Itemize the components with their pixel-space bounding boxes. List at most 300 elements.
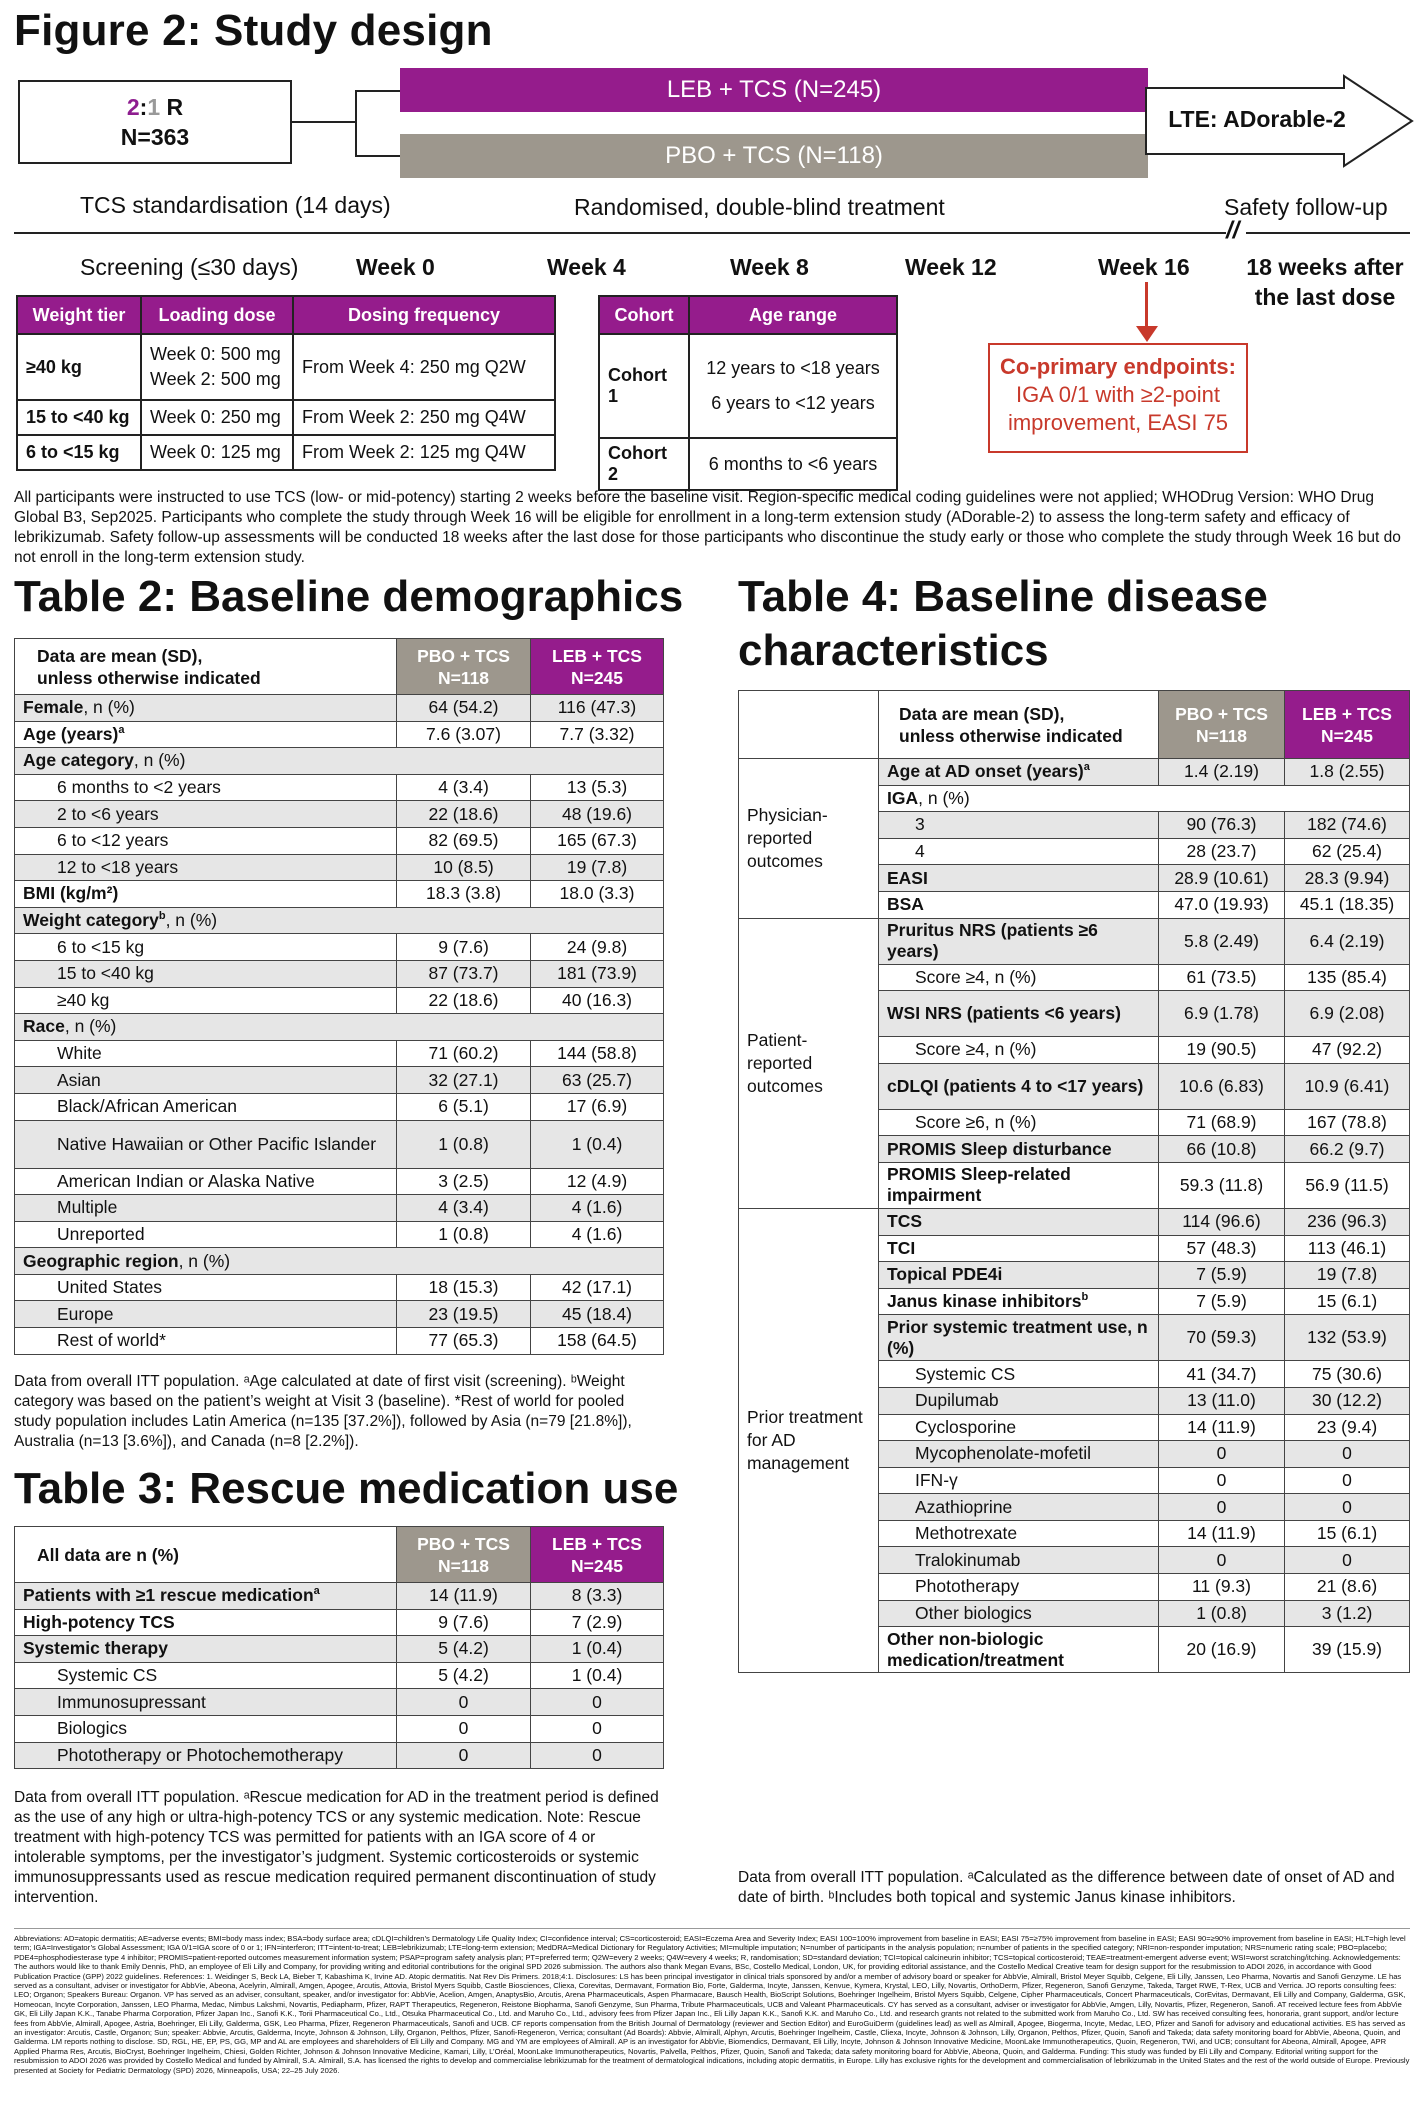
section-label: Physician-reported outcomes <box>739 759 879 919</box>
table-row <box>739 1208 1410 1235</box>
week-label: Week 4 <box>547 254 626 280</box>
coprimary-title: Co-primary endpoints: <box>1000 354 1236 379</box>
col-header: Cohort <box>599 296 689 334</box>
leb-value: 39 (15.9) <box>1285 1627 1410 1673</box>
leb-value: 0 <box>1285 1494 1410 1521</box>
row-label-text: 4 <box>915 841 925 862</box>
leb-value: 56.9 (11.5) <box>1285 1162 1410 1208</box>
row-label <box>879 1109 1159 1136</box>
pbo-value: 0 <box>397 1715 531 1742</box>
leb-value: 15 (6.1) <box>1285 1288 1410 1315</box>
dose-line: Week 2: 500 mg <box>150 369 281 389</box>
row-label <box>15 748 664 775</box>
table-row <box>15 1609 664 1636</box>
arm-leb-bar: LEB + TCS (N=245) <box>400 68 1148 112</box>
table3-note: Data from overall ITT population. ᵃRescue medication for AD in the treatment period is defined as the use of any high or ultra-high-potency TCS or any systemic medication. Note: Rescue treatment with high-potency TCS was permitted for patients with an IGA score of 4 or intolerable symptoms, per the investigator’s judgment. Systemic corticosteroids or systemic immunosuppressants used as rescue medication required permanent discontinuation of study intervention. <box>14 1789 659 1906</box>
connector-line <box>355 90 357 156</box>
leb-value: 1.8 (2.55) <box>1285 759 1410 786</box>
table-row <box>15 1715 664 1742</box>
row-label <box>879 1387 1159 1414</box>
leb-value: 45.1 (18.35) <box>1285 891 1410 918</box>
pbo-value: 10 (8.5) <box>397 854 531 881</box>
row-label-text: Unreported <box>57 1223 145 1244</box>
section-label: Prior treatment for AD management <box>739 1208 879 1672</box>
timeline-axis <box>1246 232 1410 234</box>
row-label-text: TCS <box>887 1211 922 1232</box>
row-label <box>15 934 397 961</box>
row-label-text: Pruritus NRS (patients ≥6 years) <box>887 920 1098 962</box>
row-label-text: Race <box>23 1016 65 1037</box>
row-label-text: TCI <box>887 1237 916 1258</box>
pbo-value: 18.3 (3.8) <box>397 881 531 908</box>
baseline-disease-table <box>738 690 1410 1673</box>
row-label-suffix: , n (%) <box>165 910 218 931</box>
row-label-suffix: , n (%) <box>64 1016 117 1037</box>
pbo-value: 47.0 (19.93) <box>1159 891 1285 918</box>
table-row <box>15 1120 664 1168</box>
leb-value: 132 (53.9) <box>1285 1315 1410 1361</box>
row-label-text: EASI <box>887 867 928 888</box>
row-label-text: Multiple <box>57 1197 118 1218</box>
figure-footnote: All participants were instructed to use TCS (low- or mid-potency) starting 2 weeks before the baseline visit. Region-specific medical coding guidelines were not applied; WHODrug Version: WHO Drug Global B3, Sep2025. Participants who complete the study through Week 16 will be eligible for enrollment in a long-term extension study (ADorable-2) to assess the long-term safety and efficacy of lebrikizumab. Safety follow-up assessments will be conducted 18 weeks after the last dose for those participants who discontinue the study early or those who complete the study through Week 16 but do not enroll in the long-term extension study. <box>14 489 1401 566</box>
row-label <box>15 1120 397 1168</box>
row-label <box>879 838 1159 865</box>
col-header: Dosing frequency <box>293 296 555 334</box>
pbo-value: 19 (90.5) <box>1159 1037 1285 1064</box>
row-label <box>879 759 1159 786</box>
leb-value: 42 (17.1) <box>531 1274 664 1301</box>
week-label: Week 16 <box>1098 254 1190 280</box>
leb-value: 17 (6.9) <box>531 1093 664 1120</box>
pbo-value: 57 (48.3) <box>1159 1235 1285 1262</box>
pbo-value: 1 (0.8) <box>1159 1600 1285 1627</box>
leb-value: 1 (0.4) <box>531 1662 664 1689</box>
pbo-value: 32 (27.1) <box>397 1067 531 1094</box>
row-label <box>15 1195 397 1222</box>
row-label-text: Female <box>23 697 84 718</box>
row-label <box>15 1274 397 1301</box>
randomisation-box <box>18 80 292 164</box>
table-row <box>15 1040 664 1067</box>
endpoint-arrow-icon <box>1136 326 1158 342</box>
table-row <box>15 1248 664 1275</box>
row-label-text: Systemic therapy <box>23 1638 168 1659</box>
row-label <box>879 991 1159 1037</box>
leb-value: 1 (0.4) <box>531 1636 664 1663</box>
leb-value: 6.9 (2.08) <box>1285 991 1410 1037</box>
row-label-text: Other non-biologic medication/treatment <box>887 1628 1064 1670</box>
table3-header-label: All data are n (%) <box>15 1527 397 1583</box>
row-label <box>879 1037 1159 1064</box>
row-label <box>879 1414 1159 1441</box>
leb-value: 40 (16.3) <box>531 987 664 1014</box>
pbo-value: 0 <box>1159 1547 1285 1574</box>
coprimary-endpoints-box <box>988 343 1248 453</box>
pbo-value: 41 (34.7) <box>1159 1361 1285 1388</box>
header-line: unless otherwise indicated <box>899 725 1123 746</box>
table-row <box>15 827 664 854</box>
row-label <box>15 1014 664 1041</box>
table2-note: Data from overall ITT population. ᵃAge calculated at date of first visit (screening). ᵇWeight category was based on the patient’s weight at Visit 3 (baseline). *Rest of world for pooled study population includes Latin America (n=135 [37.2%]), followed by Asia (n=79 [21.8%]), Australia (n=13 [3.6%]), and Canada (n=8 [2.2%]). <box>14 1373 632 1450</box>
row-label-text: Biologics <box>57 1718 128 1739</box>
row-label <box>879 1361 1159 1388</box>
leb-value: 0 <box>531 1742 664 1769</box>
timeline-axis <box>14 232 1226 234</box>
coprimary-line: improvement, EASI 75 <box>1007 410 1229 435</box>
table-row <box>15 774 664 801</box>
row-label-text: Janus kinase inhibitors <box>887 1291 1082 1312</box>
table-row <box>15 748 664 775</box>
pbo-value: 71 (60.2) <box>397 1040 531 1067</box>
dosing-table <box>16 295 556 471</box>
row-label <box>15 1609 397 1636</box>
row-label <box>15 1093 397 1120</box>
leb-value: 30 (12.2) <box>1285 1387 1410 1414</box>
pbo-value: 11 (9.3) <box>1159 1574 1285 1601</box>
table-row <box>15 1636 664 1663</box>
pbo-value: 7.6 (3.07) <box>397 721 531 748</box>
safety-followup-label: Safety follow-up <box>1224 194 1388 220</box>
header-line: N=245 <box>570 667 624 688</box>
leb-value: 7 (2.9) <box>531 1609 664 1636</box>
header-line: unless otherwise indicated <box>37 667 261 688</box>
header-line: PBO + TCS <box>417 1533 510 1554</box>
cohort-name: Cohort 2 <box>599 438 689 490</box>
pbo-value: 4 (3.4) <box>397 1195 531 1222</box>
leb-column-header <box>1285 691 1410 759</box>
row-label-text: 6 to <15 kg <box>57 936 145 957</box>
row-label <box>15 1328 397 1355</box>
leb-value: 1 (0.4) <box>531 1120 664 1168</box>
row-label-text: Immunosupressant <box>57 1691 206 1712</box>
pbo-column-header <box>397 1527 531 1583</box>
footnote-marker: a <box>1083 761 1090 774</box>
row-label-text: 6 to <12 years <box>57 830 169 851</box>
table3-title: Table 3: Rescue medication use <box>14 1464 679 1513</box>
leb-value: 21 (8.6) <box>1285 1574 1410 1601</box>
row-label <box>879 1467 1159 1494</box>
row-label-text: Cyclosporine <box>915 1416 1017 1437</box>
leb-value: 0 <box>531 1715 664 1742</box>
leb-value: 75 (30.6) <box>1285 1361 1410 1388</box>
leb-value: 0 <box>1285 1467 1410 1494</box>
weight-tier: 15 to <40 kg <box>17 400 141 435</box>
table-row <box>15 1195 664 1222</box>
pbo-value: 0 <box>1159 1441 1285 1468</box>
section-label: Patient-reported outcomes <box>739 918 879 1208</box>
col-header: Age range <box>689 296 897 334</box>
footnote-marker: a <box>118 724 125 737</box>
leb-value: 236 (96.3) <box>1285 1208 1410 1235</box>
table-row <box>15 1328 664 1355</box>
leb-value: 0 <box>1285 1547 1410 1574</box>
rescue-medication-table <box>14 1526 664 1769</box>
row-label-text: ≥40 kg <box>57 989 110 1010</box>
row-label-suffix: , n (%) <box>133 750 186 771</box>
leb-value: 66.2 (9.7) <box>1285 1136 1410 1163</box>
row-label-suffix: , n (%) <box>83 697 135 718</box>
row-label <box>879 891 1159 918</box>
row-label-text: Score ≥6, n (%) <box>915 1112 1037 1133</box>
leb-value: 19 (7.8) <box>531 854 664 881</box>
row-label <box>879 785 1410 812</box>
row-label <box>879 812 1159 839</box>
age-line: 6 years to <12 years <box>711 393 875 413</box>
row-label-text: Age (years) <box>23 723 119 744</box>
leb-value: 135 (85.4) <box>1285 964 1410 991</box>
row-label <box>15 1742 397 1769</box>
row-label <box>15 960 397 987</box>
table-row <box>15 881 664 908</box>
row-label <box>15 1040 397 1067</box>
followup-line2: the last dose <box>1254 284 1396 310</box>
row-label <box>15 854 397 881</box>
row-label-text: PROMIS Sleep disturbance <box>887 1138 1112 1159</box>
pbo-value: 7 (5.9) <box>1159 1288 1285 1315</box>
pbo-value: 7 (5.9) <box>1159 1262 1285 1289</box>
connector-line <box>355 155 401 157</box>
header-line: LEB + TCS <box>552 645 642 666</box>
pbo-value: 14 (11.9) <box>1159 1520 1285 1547</box>
col-header: Weight tier <box>17 296 141 334</box>
followup-duration-label <box>1232 254 1418 311</box>
table4-header-label <box>879 691 1159 759</box>
row-label <box>15 1301 397 1328</box>
week-label: Week 8 <box>730 254 809 280</box>
leb-value: 12 (4.9) <box>531 1168 664 1195</box>
row-label <box>15 987 397 1014</box>
leb-value: 0 <box>1285 1441 1410 1468</box>
row-label <box>15 827 397 854</box>
pbo-value: 3 (2.5) <box>397 1168 531 1195</box>
pbo-value: 5 (4.2) <box>397 1662 531 1689</box>
row-label-text: PROMIS Sleep-related impairment <box>887 1164 1071 1206</box>
pbo-value: 1 (0.8) <box>397 1120 531 1168</box>
row-label-text: Europe <box>57 1303 114 1324</box>
table2-title: Table 2: Baseline demographics <box>14 572 684 621</box>
table-row <box>15 1301 664 1328</box>
pbo-value: 0 <box>1159 1467 1285 1494</box>
leb-value: 0 <box>531 1689 664 1716</box>
age-range <box>689 334 897 438</box>
pbo-value: 5.8 (2.49) <box>1159 918 1285 964</box>
pbo-value: 77 (65.3) <box>397 1328 531 1355</box>
leb-value: 15 (6.1) <box>1285 1520 1410 1547</box>
row-label <box>15 695 397 722</box>
leb-column-header <box>531 639 664 695</box>
row-label <box>879 1136 1159 1163</box>
pbo-value: 66 (10.8) <box>1159 1136 1285 1163</box>
pbo-value: 18 (15.3) <box>397 1274 531 1301</box>
header-line: LEB + TCS <box>552 1533 642 1554</box>
title-line: Table 4: Baseline disease <box>738 572 1268 621</box>
leb-value: 45 (18.4) <box>531 1301 664 1328</box>
row-label <box>15 1583 397 1610</box>
row-label <box>879 1208 1159 1235</box>
leb-value: 182 (74.6) <box>1285 812 1410 839</box>
cohort-table <box>598 295 898 491</box>
arm-pbo-bar: PBO + TCS (N=118) <box>400 134 1148 178</box>
randomised-treatment-label: Randomised, double-blind treatment <box>574 194 945 220</box>
header-line: N=118 <box>437 667 490 688</box>
leb-value: 144 (58.8) <box>531 1040 664 1067</box>
pbo-value: 5 (4.2) <box>397 1636 531 1663</box>
row-label-text: Score ≥4, n (%) <box>915 1039 1037 1060</box>
dosing-frequency: From Week 2: 250 mg Q4W <box>293 400 555 435</box>
row-label-text: Black/African American <box>57 1096 237 1117</box>
leb-column-header <box>531 1527 664 1583</box>
loading-dose: Week 0: 125 mg <box>141 435 293 470</box>
pbo-value: 22 (18.6) <box>397 801 531 828</box>
row-label <box>879 964 1159 991</box>
loading-dose: Week 0: 250 mg <box>141 400 293 435</box>
row-label-text: Methotrexate <box>915 1523 1018 1544</box>
weight-tier: ≥40 kg <box>17 334 141 400</box>
table-row <box>15 695 664 722</box>
row-label-text: 6 months to <2 years <box>57 777 221 798</box>
pbo-value: 0 <box>1159 1494 1285 1521</box>
table-row <box>15 907 664 934</box>
header-line: N=118 <box>1195 725 1248 746</box>
leb-value: 8 (3.3) <box>531 1583 664 1610</box>
pbo-value: 1.4 (2.19) <box>1159 759 1285 786</box>
header-line: LEB + TCS <box>1302 703 1392 724</box>
title-line: characteristics <box>738 626 1049 675</box>
row-label-text: Native Hawaiian or Other Pacific Islander <box>57 1133 377 1154</box>
leb-value: 62 (25.4) <box>1285 838 1410 865</box>
table-row <box>15 934 664 961</box>
pbo-value: 87 (73.7) <box>397 960 531 987</box>
row-label-text: Tralokinumab <box>915 1549 1021 1570</box>
pbo-value: 13 (11.0) <box>1159 1387 1285 1414</box>
table2-header-label <box>15 639 397 695</box>
randomised-n: N=363 <box>120 124 190 150</box>
leb-value: 47 (92.2) <box>1285 1037 1410 1064</box>
row-label <box>879 1547 1159 1574</box>
header-line: Data are mean (SD), <box>37 645 203 666</box>
row-label-text: Systemic CS <box>57 1665 158 1686</box>
footnote-marker: a <box>313 1585 320 1598</box>
leb-value: 113 (46.1) <box>1285 1235 1410 1262</box>
table-row <box>15 721 664 748</box>
pbo-value: 14 (11.9) <box>1159 1414 1285 1441</box>
dosing-frequency: From Week 2: 125 mg Q4W <box>293 435 555 470</box>
row-label-text: Other biologics <box>915 1602 1032 1623</box>
row-label <box>15 1067 397 1094</box>
row-label-text: 15 to <40 kg <box>57 963 154 984</box>
divider <box>14 1928 1410 1929</box>
axis-break-icon: // <box>1226 217 1240 244</box>
row-label <box>15 907 664 934</box>
row-label-text: 2 to <6 years <box>57 803 159 824</box>
row-label <box>879 1288 1159 1315</box>
table-row <box>739 759 1410 786</box>
table-row <box>15 1742 664 1769</box>
table4-note: Data from overall ITT population. ᵃCalculated as the difference between date of onset of AD and date of birth. ᵇIncludes both topical and systemic Janus kinase inhibitors. <box>738 1869 1395 1906</box>
figure-title: Figure 2: Study design <box>14 6 493 55</box>
leb-value: 4 (1.6) <box>531 1221 664 1248</box>
week-label: Week 0 <box>356 254 435 280</box>
pbo-value: 28 (23.7) <box>1159 838 1285 865</box>
screening-label: Screening (≤30 days) <box>80 254 299 280</box>
row-label-text: Score ≥4, n (%) <box>915 966 1037 987</box>
age-line: 12 years to <18 years <box>706 358 880 378</box>
row-label-text: BMI (kg/m²) <box>23 883 119 904</box>
row-label <box>879 918 1159 964</box>
pbo-value: 6 (5.1) <box>397 1093 531 1120</box>
ratio-label: R <box>160 94 184 120</box>
leb-value: 116 (47.3) <box>531 695 664 722</box>
ratio-sep: : <box>139 94 148 120</box>
table-row <box>15 801 664 828</box>
row-label <box>15 1689 397 1716</box>
table-row <box>15 1583 664 1610</box>
pbo-value: 4 (3.4) <box>397 774 531 801</box>
row-label <box>879 1315 1159 1361</box>
followup-line1: 18 weeks after <box>1246 254 1404 280</box>
row-label-text: cDLQI (patients 4 to <17 years) <box>887 1075 1144 1096</box>
leb-value: 18.0 (3.3) <box>531 881 664 908</box>
week-label: Week 12 <box>905 254 997 280</box>
table-row <box>15 1093 664 1120</box>
row-label-text: Rest of world* <box>57 1330 166 1351</box>
fine-print: Abbreviations: AD=atopic dermatitis; AE=adverse events; BMI=body mass index; BSA=body surface area; cDLQI=children’s Dermatology Life Quality Index; CI=confidence interval; CS=corticosteroid; EASI=Eczema Area and Severity Index; EASI 100=100% improvement from baseline in EASI; EASI 75=≥75% improvement from baseline in EASI; EASI 90=≥90% improvement from baseline in EASI; HLT=high level term; IGA=Investigator’s Global Assessment; IGA 0/1=IGA score of 0 or 1; IFN=interferon; ITT=intent-to-treat; LEB=lebrikizumab; LTE=long-term extension; MedDRA=Medical Dictionary for Regulatory Activities; MI=multiple imputation; N=number of participants in the analysis population; n=number of patients in the specified category; NRI=non-responder imputation; NRS=numeric rating scale; PBO=placebo; PDE4=phosphodiesterase type 4 inhibitor; PROMIS=patient-reported outcomes measurement information system; PSAP=program safety analysis plan; PT=preferred term; Q2W=every 2 weeks; Q4W=every 4 weeks; R, randomisation; SD=standard deviation; TCI=topical calcineurin inhibitor; TCS=topical corticosteroid; TEAE=treatment-emergent adverse event; WSI=worst scratching/itching. Acknowledgements: The authors would like to thank Emily Dennis, PhD, an employee of Eli Lilly and Company, for providing writing and editorial contributions for the original SPD 2026 submission. The authors also thank Megan Evans, BSc, Costello Medical, London, UK, for providing editorial assistance, and the Costello Medical Creative team for design support for the resubmission to ADOI 2026, in accordance with Good Publication Practice (GPP) 2022 guidelines. References: 1. Weidinger S, Beck LA, Bieber T, Kabashima K, Irvine AD. Atopic dermatitis. Nat Rev Dis Primers. 2018;4:1. Disclosures: LS has been principal investigator in clinical trials sponsored by and/or a member of advisory board or speaker for AbbVie, Almirall, Bristol Meyer Squibb, Celgene, Eli Lilly, Janssen, Leo Pharma, Novartis and Sanofi Genzyme. LE has served as a consultant, adviser or investigator for AbbVie, Abeona, Acelyrin, Almirall, Amgen, Apogee, Arcutis, Attovia, Bristol Myers Squibb, Castle Biosciences, Cliexa, Corevitas, Dermavant, Formation Bio, Forte, Galderma, Incyte, Janssen, Kenvue, Kymera, Krystal, LEO, Lilly, Novartis, OrthoDerm, Pfizer, Regeneron, Sanofi Genzyme, Takeda, Target RWE, T-Rex, UCB and Verrica. JO reports consulting fees: LEO; Organon; Speakers Bureau: Organon. VP has served as an adviser, consultant, speaker, and/or investigator for: AbbVie, Acelion, Amgen, AnaptysBio, Arcutis, Arena Pharmaceuticals, Aspen Pharmacare, Bausch Health, BioScript Solutions, Boehringer Ingelheim, Bristol Myers Squibb, Celgene, Cipher Pharmaceuticals, Concert Pharmaceuticals, CorEvitas, Dermavant, Eli Lilly and Company, Galderma, GSK, Homeocan, Incyte Corporation, Janssen, LEO Pharma, Medac, Nimbus Lakshmi, Novartis, Pediapharm, Pfizer, RAPT Therapeutics, Regeneron, Reistone Biopharma, Sanofi Genzyme, Sun Pharma, Tribute Pharmaceuticals, UCB and Valeant Pharmaceuticals. CY has served as a consultant, adviser or investigator for AbbVie, Amgen, Lilly, Novartis, Pfizer, Regeneron, Sanofi. AT received lecture fees from AbbVie GK, Eli Lilly Japan K.K., Tanabe Pharma Corporation, Pfizer Japan Inc., Sanofi K.K., Torii Pharmaceutical Co., Ltd., Otsuka Pharmaceutical Co., Ltd. and Maruho Co., Ltd., advisory fees from Pfizer Japan Inc., Eli Lilly Japan K.K., Sanofi K.K. and Maruho Co., Ltd. and research grants not related to the submitted work from Maruho Co., Ltd. SW has received consulting fees, honoraria, grant support, and/or lecture fees from AbbVie, Almirall, Apogee, Astria, Boehringer, Eli Lilly, Galderma, GSK, Leo Pharma, Pfizer, Regeneron Pharmaceuticals, Sanofi and UCB. CF reports compensation from the British Journal of Dermatology (reviewer and Section Editor) and EuroGuiDerm (guidelines lead) as well as Almirall, Apogee, Biogerma, Incyte, Medac, LEO, Pfizer and Sanofi for advisory and educational activities. ES has served as an investigator: Arcutis, Castle, Organon; Sun; speaker: Abbvie, Arcutis, Galderma, Incyte, Johnson & Johnson, Lilly, Organon, Pelthos, Pfizer, Sanofi-Regeneron, Verrica; consultant (Ad Boards): Abbvie, Almirall, Alphyn, Arcutis, Boehringer Ingelheim, Castle, Cliexa, Incyte, Johnson & Johnson, Lilly, Organon, Pelthos, Pfizer, Quoin, Sanofi and Takeda; data safety monitoring board for AbbVie, Abeona, Quoin, and Galderma. LM reports nothing to disclose. SD, RGL, HE, EP, PS, GG, MP and AL are employees and shareholders of Eli Lilly and Company. MG and YM are employees of Almirall. AP is an investigator for AbbVie, Biomendics, Dermavant, Eli Lilly, Incyte, Johnson & Johnson Innovative Medicine, MoonLake Immunotherapeutics, Quoin, Regeneron, TWi, and UCB; consultant for Abeona, Almirall, Apogee, APR Applied Pharma Res, Arcutis, BioCryst, Boehringer Ingelheim, Chiesi, Golden Richter, Johnson & Johnson Innovative Medicine, Kamari, Lilly, L’Oréal, MoonLake Immunotherapeutics, Novartis, Palvella, Pelthos, Pfizer, Quoin, Sanofi and Takeda; data safety monitoring board for AbbVie, Abeona, Quoin, and Galderma. Funding: This study was funded by Eli Lilly and Company. Editorial writing support for the resubmission to ADOI 2026 was provided by Costello Medical and funded by Almirall, S.A. Almirall, S.A. has licensed the rights to develop and commercialise lebrikizumab for the treatment of dermatological indications, including atopic dermatitis, in Europe. Lilly has exclusive rights for the development and commercialisation of lebrikizumab in the United States and the rest of the world outside of Europe. Previously presented at Society for Pediatric Dermatology (SPD) 2026, Minneapolis, USA; 22–25 July 2026. <box>14 1934 1410 2075</box>
leb-value: 165 (67.3) <box>531 827 664 854</box>
row-label-text: Dupilumab <box>915 1390 999 1411</box>
pbo-value: 22 (18.6) <box>397 987 531 1014</box>
row-label <box>879 1262 1159 1289</box>
pbo-column-header <box>397 639 531 695</box>
row-label <box>15 774 397 801</box>
baseline-demographics-table <box>14 638 664 1355</box>
pbo-value: 6.9 (1.78) <box>1159 991 1285 1037</box>
row-label-text: IFN-γ <box>915 1469 958 1490</box>
row-label-text: Weight category <box>23 910 159 931</box>
pbo-value: 28.9 (10.61) <box>1159 865 1285 892</box>
table-row <box>15 1014 664 1041</box>
table-row <box>15 1689 664 1716</box>
table-row <box>15 1662 664 1689</box>
pbo-value: 14 (11.9) <box>397 1583 531 1610</box>
cohort-name: Cohort 1 <box>599 334 689 438</box>
pbo-value: 20 (16.9) <box>1159 1627 1285 1673</box>
connector-line <box>292 121 356 123</box>
row-label <box>879 1441 1159 1468</box>
pbo-value: 9 (7.6) <box>397 1609 531 1636</box>
footnote-marker: b <box>1081 1291 1089 1304</box>
row-label-text: Age category <box>23 750 134 771</box>
row-label <box>15 1715 397 1742</box>
leb-value: 13 (5.3) <box>531 774 664 801</box>
row-label <box>15 801 397 828</box>
row-label-text: Geographic region <box>23 1250 179 1271</box>
pbo-value: 71 (68.9) <box>1159 1109 1285 1136</box>
row-label-text: Topical PDE4i <box>887 1264 1003 1285</box>
row-label <box>879 1235 1159 1262</box>
ratio-b: 1 <box>147 94 161 120</box>
row-label <box>879 1520 1159 1547</box>
pbo-value: 1 (0.8) <box>397 1221 531 1248</box>
pbo-value: 59.3 (11.8) <box>1159 1162 1285 1208</box>
row-label-text: 3 <box>915 814 925 835</box>
table-row <box>739 918 1410 964</box>
pbo-value: 23 (19.5) <box>397 1301 531 1328</box>
header-line: PBO + TCS <box>1175 703 1268 724</box>
row-label <box>879 1063 1159 1109</box>
row-label-text: Patients with ≥1 rescue medication <box>23 1585 314 1606</box>
row-label <box>879 1600 1159 1627</box>
tcs-standardisation-label: TCS standardisation (14 days) <box>80 192 391 218</box>
